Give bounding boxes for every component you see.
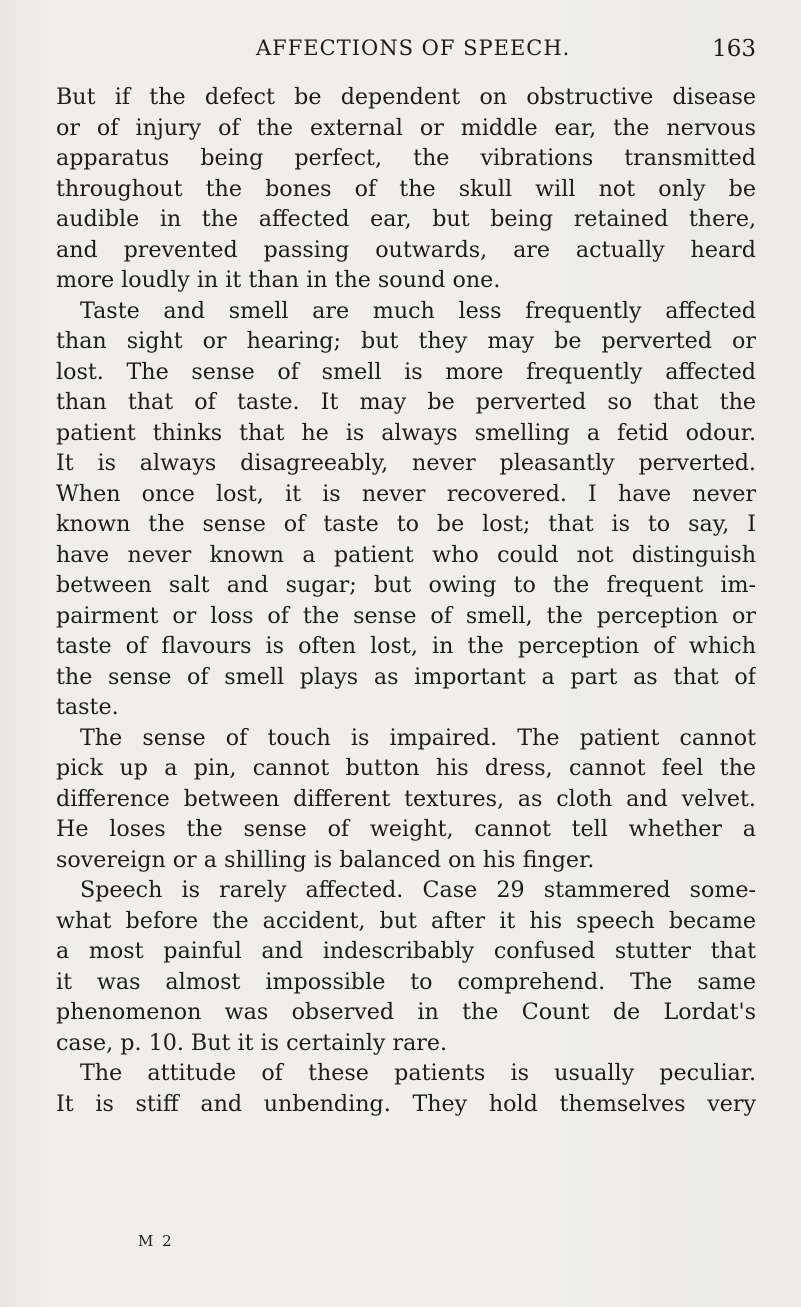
text-line: than sight or hearing; but they may be perverted or <box>56 328 756 354</box>
text-line: Taste and smell are much less frequently affected <box>80 297 756 324</box>
text-line: pick up a pin, cannot button his dress, cannot feel the <box>56 755 756 781</box>
page-number: 163 <box>712 36 756 62</box>
text-line: the sense of smell plays as important a part as that of <box>56 663 756 690</box>
text-line: it was almost impossible to comprehend. The same <box>56 968 756 995</box>
text-line: taste of flavours is often lost, in the perception of which <box>56 633 756 659</box>
page-header <box>56 36 756 72</box>
text-line: difference between different textures, as cloth and velvet. <box>56 785 756 812</box>
text-line: The attitude of these patients is usually peculiar. <box>80 1060 756 1086</box>
text-line: a most painful and indescribably confused stutter that <box>56 938 756 964</box>
text-line: more loudly in it than in the sound one. <box>56 267 501 293</box>
paragraph <box>56 296 756 723</box>
signature-mark: M 2 <box>138 1232 174 1250</box>
text-line: or of injury of the external or middle ear, the nervous <box>56 114 756 141</box>
text-line: case, p. 10. But it is certainly rare. <box>56 1029 448 1056</box>
text-line: It is always disagreeably, never pleasantly perverted. <box>56 450 756 476</box>
paragraph <box>56 1058 756 1119</box>
text-line: Speech is rarely affected. Case 29 stammered some- <box>80 877 756 903</box>
text-line: apparatus being perfect, the vibrations transmitted <box>56 145 756 171</box>
text-line: what before the accident, but after it his speech became <box>56 907 756 934</box>
text-line: The sense of touch is impaired. The patient cannot <box>80 724 756 751</box>
text-line: throughout the bones of the skull will not only be <box>56 175 756 202</box>
paragraph <box>56 723 756 876</box>
running-head: AFFECTIONS OF SPEECH. <box>256 36 571 60</box>
paragraph <box>56 82 756 296</box>
text-line: taste. <box>56 694 119 720</box>
text-line: phenomenon was observed in the Count de Lordat's <box>56 999 756 1025</box>
paragraph <box>56 875 756 1058</box>
text-line: When once lost, it is never recovered. I have never <box>56 480 756 507</box>
text-line: But if the defect be dependent on obstructive disease <box>56 84 756 110</box>
text-line: known the sense of taste to be lost; that is to say, I <box>56 511 756 537</box>
body-text <box>56 82 756 1119</box>
text-line: It is stiff and unbending. They hold themselves very <box>56 1090 756 1117</box>
text-line: than that of taste. It may be perverted so that the <box>56 389 756 415</box>
text-line: and prevented passing outwards, are actually heard <box>56 236 756 263</box>
text-line: between salt and sugar; but owing to the frequent im- <box>56 572 756 598</box>
text-line: have never known a patient who could not distinguish <box>56 541 756 568</box>
text-line: He loses the sense of weight, cannot tell whether a <box>56 816 756 842</box>
text-line: patient thinks that he is always smelling a fetid odour. <box>56 419 756 446</box>
text-line: audible in the affected ear, but being retained there, <box>56 206 756 232</box>
text-line: sovereign or a shilling is balanced on his finger. <box>56 846 595 873</box>
text-line: lost. The sense of smell is more frequently affected <box>56 358 756 385</box>
text-line: pairment or loss of the sense of smell, the perception or <box>56 602 756 629</box>
